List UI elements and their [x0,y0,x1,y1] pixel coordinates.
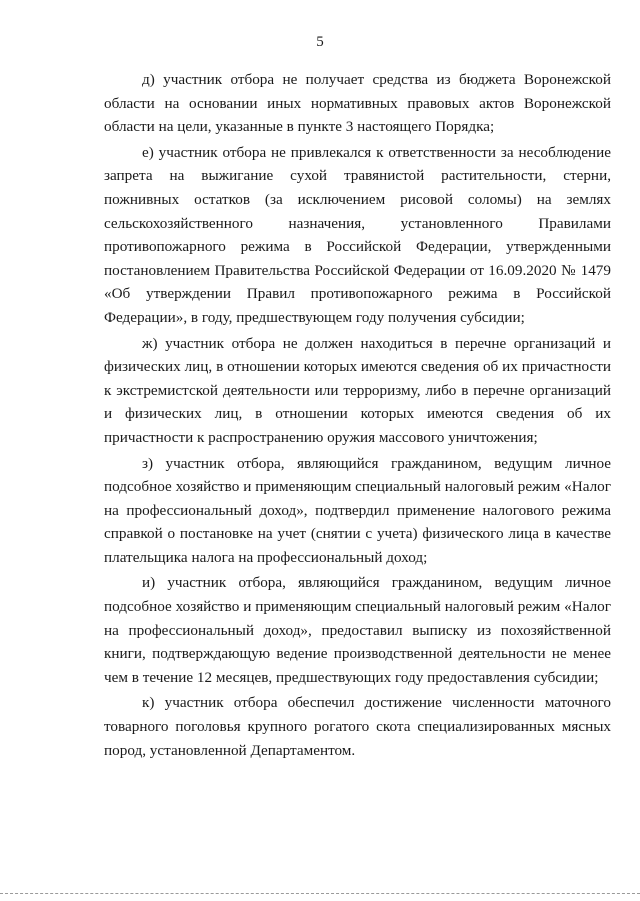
paragraph-z: з) участник отбора, являющийся гражданином, ведущим личное подсобное хозяйство и применяющим специальный налоговый режим «Налог на профессиональный доход», подтвердил применение налогового режима справкой о постановке на учет (снятии с учета) физического лица в качестве плательщика налога на профессиональный доход; [104,454,611,566]
bottom-divider [0,893,640,894]
paragraph-zh: ж) участник отбора не должен находиться в перечне организаций и физических лиц, в отношении которых имеются сведения об их причастности к экстремистской деятельности или терроризму, либо в перечне организаций и физических лиц, в отношении которых имеются сведения об их причастности к распространению оружия массового уничтожения; [104,334,611,446]
paragraph-e: е) участник отбора не привлекался к ответственности за несоблюдение запрета на выжигание сухой травянистой растительности, стерни, пожнивных остатков (за исключением рисовой соломы) на землях сельскохозяйственного назначения, установленного Правилами противопожарного режима в Российской Федерации, утвержденными постановлением Правительства Российской Федерации от 16.09.2020 № 1479 «Об утверждении Правил противопожарного режима в Российской Федерации», в году, предшествующем году получения субсидии; [104,143,611,326]
page-number: 5 [316,34,324,50]
paragraph-d: д) участник отбора не получает средства из бюджета Воронежской области на основании иных нормативных правовых актов Воронежской области на цели, указанные в пункте 3 настоящего Порядка; [104,71,611,136]
paragraph-k: к) участник отбора обеспечил достижение численности маточного товарного поголовья крупного рогатого скота специализированных мясных пород, установленной Департаментом. [104,694,611,759]
document-body [104,68,611,764]
paragraph-i: и) участник отбора, являющийся гражданином, ведущим личное подсобное хозяйство и применяющим специальный налоговый режим «Налог на профессиональный доход», предоставил выписку из похозяйственной книги, подтверждающую ведение производственной деятельности не менее чем в течение 12 месяцев, предшествующих году предоставления субсидии; [104,574,611,686]
